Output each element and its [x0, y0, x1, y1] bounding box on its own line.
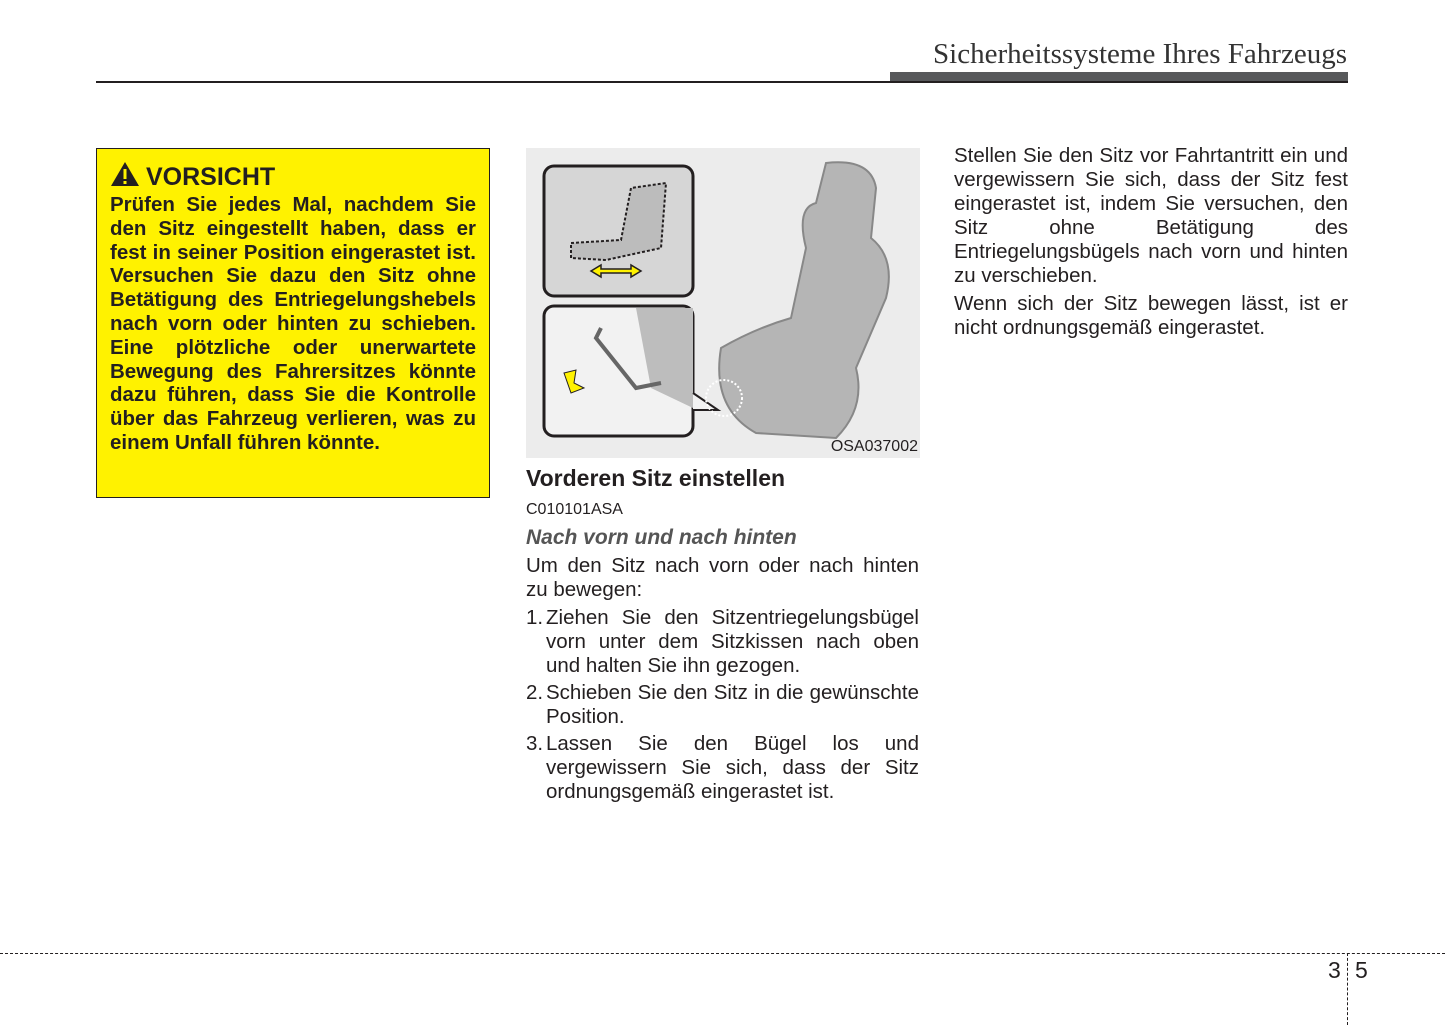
right-column	[954, 144, 1348, 344]
intro-text: Um den Sitz nach vorn oder nach hinten zu bewegen:	[526, 554, 919, 601]
instructions-column	[526, 464, 919, 807]
list-item	[526, 732, 919, 804]
caution-box	[96, 148, 490, 498]
caution-text: Prüfen Sie jedes Mal, nachdem Sie den Sitz eingestellt haben, dass er fest in seiner Position eingerastet ist. Versuchen Sie dazu den Sitz ohne Betätigung des Entriegelungshebels nach vorn oder hinten zu schieben. Eine plötzliche oder unerwartete Bewegung des Fahrersitzes könnte dazu führen, dass Sie die Kontrolle über das Fahrzeug verlieren, was zu einem Unfall führen könnte.	[110, 193, 476, 454]
footer-rule	[0, 953, 1445, 954]
list-item	[526, 681, 919, 729]
seat-drawing	[526, 148, 920, 458]
chapter-number: 3	[1328, 957, 1341, 983]
section-title: Vorderen Sitz einstellen	[526, 465, 786, 491]
section-subtitle: Nach vorn und nach hinten	[526, 526, 797, 549]
step-number: 3.	[526, 732, 544, 755]
header-title: Sicherheitssysteme Ihres Fahrzeugs	[933, 38, 1347, 70]
section-code: C010101ASA	[526, 501, 623, 518]
list-item	[526, 606, 919, 678]
header-rule	[96, 81, 1348, 83]
footer-divider	[1347, 953, 1348, 1025]
page-number: 5	[1355, 957, 1368, 983]
step-number: 2.	[526, 681, 544, 704]
paragraph: Wenn sich der Sitz bewegen lässt, ist er nicht ordnungsgemäß eingerastet.	[954, 292, 1348, 339]
figure-code: OSA037002	[830, 438, 918, 455]
step-number: 1.	[526, 606, 544, 629]
seat-illustration	[526, 148, 920, 458]
step-text: Schieben Sie den Sitz in die gewünschte Position.	[546, 681, 919, 728]
step-text: Ziehen Sie den Sitzentriegelungsbügel vorn unter dem Sitzkissen nach oben und halten Sie ihn gezogen.	[546, 606, 919, 677]
caution-title: VORSICHT	[146, 163, 276, 191]
warning-triangle-icon	[110, 161, 140, 193]
step-text: Lassen Sie den Bügel los und vergewissern Sie sich, dass der Sitz ordnungsgemäß eingerastet ist.	[546, 732, 919, 803]
paragraph: Stellen Sie den Sitz vor Fahrtantritt ein und vergewissern Sie sich, dass der Sitz fest eingerastet ist, indem Sie versuchen, den Sitz ohne Betätigung des Entriegelungsbügels nach vorn und hinten zu verschieben.	[954, 144, 1348, 287]
